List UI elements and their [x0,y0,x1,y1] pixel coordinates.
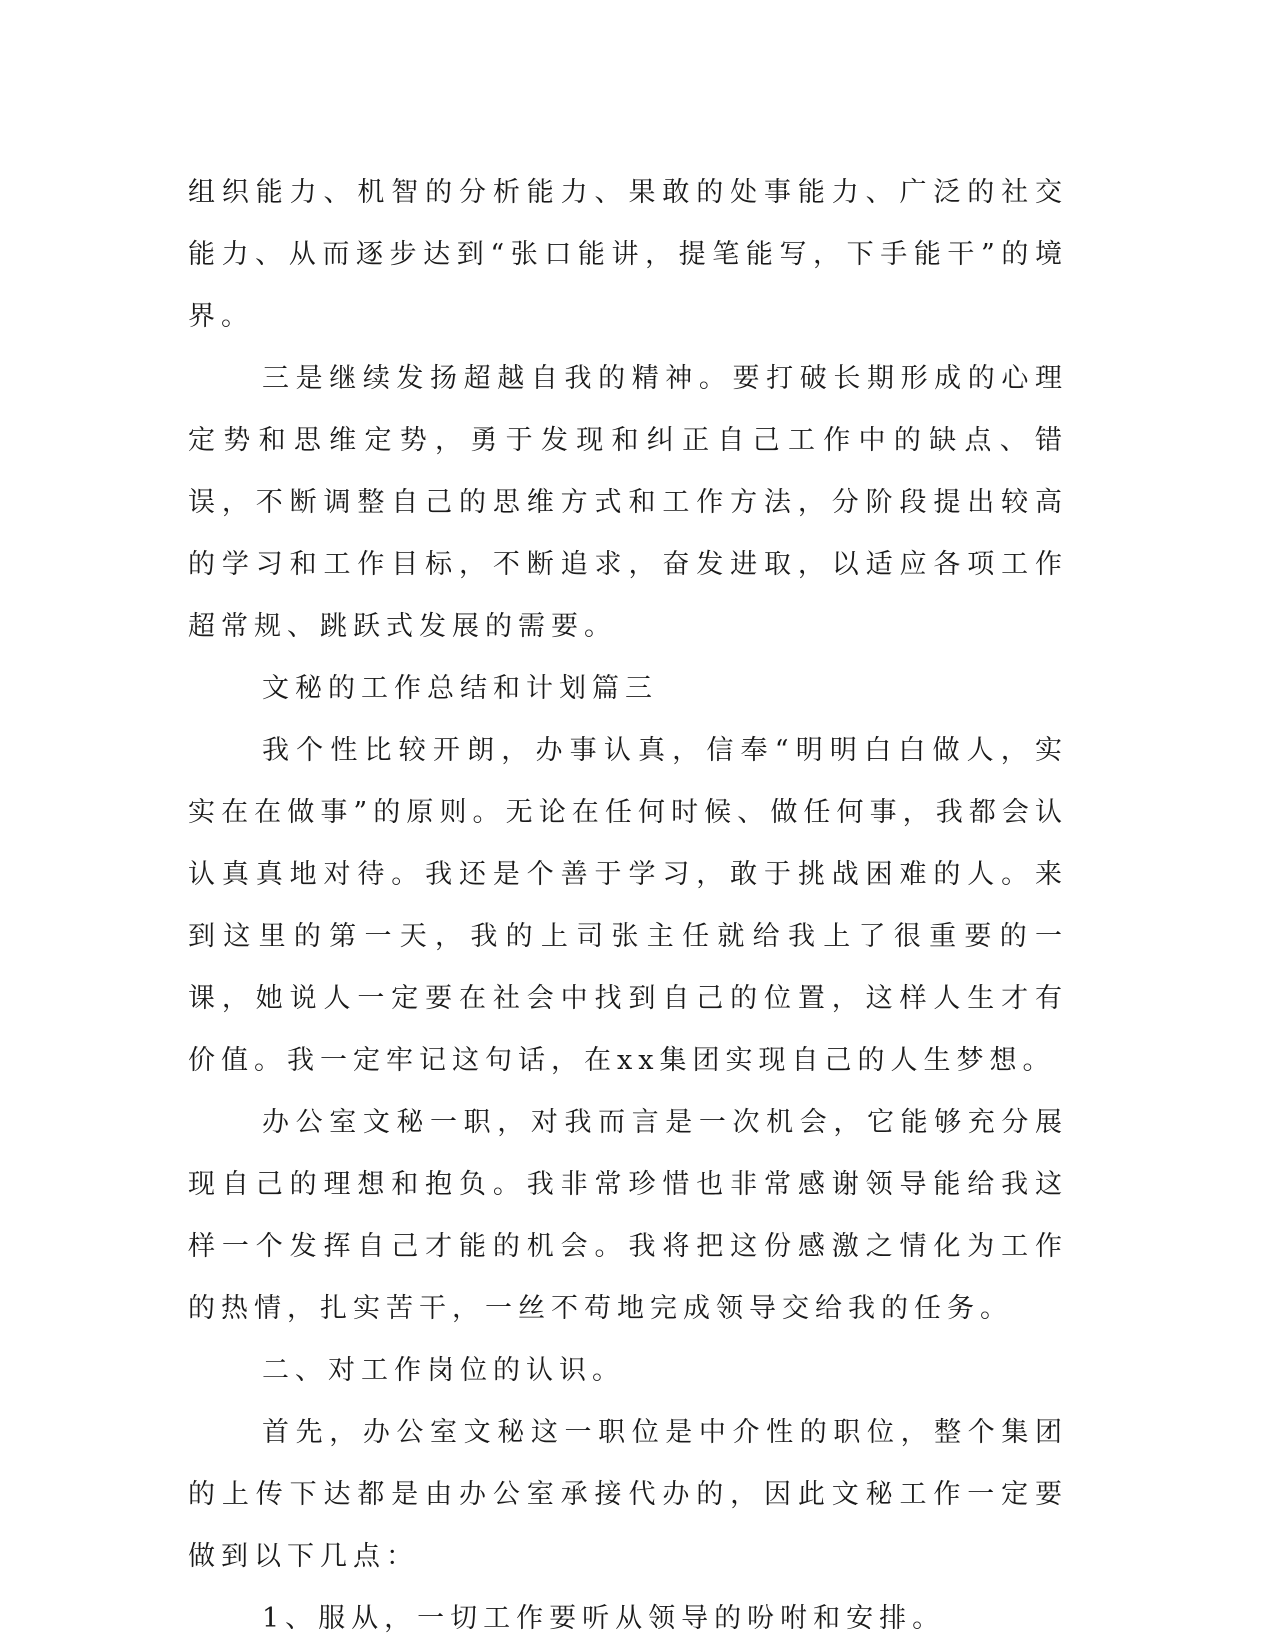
document-body [188,162,1068,1650]
paragraph-3: 我个性比较开朗，办事认真，信奉“明明白白做人，实实在在做事”的原则。无论在任何时候、做任何事，我都会认认真真地对待。我还是个善于学习，敢于挑战困难的人。来到这里的第一天，我的上司张主任就给我上了很重要的一课，她说人一定要在社会中找到自己的位置，这样人生才有价值。我一定牢记这句话，在xx集团实现自己的人生梦想。 [188,735,1068,1076]
list-item-1: 1、服从，一切工作要听从领导的吩咐和安排。 [262,1603,946,1634]
paragraph-1: 组织能力、机智的分析能力、果敢的处事能力、广泛的社交能力、从而逐步达到“张口能讲，提笔能写，下手能干”的境界。 [188,177,1068,332]
paragraph-5: 首先，办公室文秘这一职位是中介性的职位，整个集团的上传下达都是由办公室承接代办的，因此文秘工作一定要做到以下几点： [188,1417,1068,1572]
paragraph-4: 办公室文秘一职，对我而言是一次机会，它能够充分展现自己的理想和抱负。我非常珍惜也非常感谢领导能给我这样一个发挥自己才能的机会。我将把这份感激之情化为工作的热情，扎实苦干，一丝不苟地完成领导交给我的任务。 [188,1107,1068,1324]
paragraph-2: 三是继续发扬超越自我的精神。要打破长期形成的心理定势和思维定势，勇于发现和纠正自己工作中的缺点、错误，不断调整自己的思维方式和工作方法，分阶段提出较高的学习和工作目标，不断追求，奋发进取，以适应各项工作超常规、跳跃式发展的需要。 [188,363,1068,642]
subheading-job-understanding: 二、对工作岗位的认识。 [262,1355,625,1386]
section-heading: 文秘的工作总结和计划篇三 [262,673,658,704]
